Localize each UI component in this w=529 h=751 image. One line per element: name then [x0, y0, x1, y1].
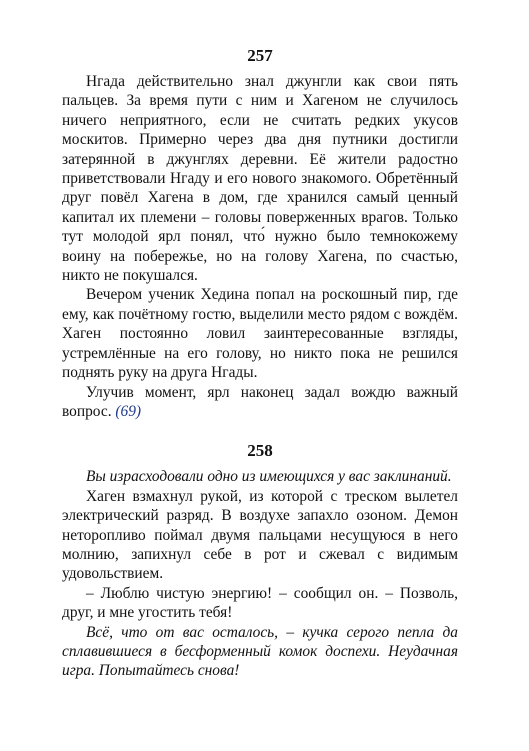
- section-number-258: 258: [247, 441, 273, 461]
- paragraph-257-3: [62, 383, 458, 422]
- section-link-69[interactable]: (69): [115, 402, 142, 420]
- paragraph-257-1: Нгада действительно знал джунгли как свои пять пальцев. За время пути с ним и Хагеном не случилось ничего неприятного, если не считать редких укусов москитов. Примерно через два дня путники достигли затерянной в джунглях деревни. Её жители радостно приветствовали Нгаду и его нового знакомого. Обретённый друг повёл Хагена в дом, где хранился самый ценный капитал их племени – головы поверженных врагов. Только тут молодой ярл понял, что́ нужно было темнокожему воину на побережье, но на голову Хагена, по счастью, никто не покушался.: [62, 73, 458, 285]
- section-number-257: 257: [247, 46, 273, 65]
- paragraph-258-2: – Люблю чистую энергию! – сообщил он. – Позволь, друг, и мне угостить тебя!: [62, 584, 458, 622]
- paragraph-258-intro: Вы израсходовали одно из имеющихся у вас заклинаний.: [86, 468, 452, 486]
- paragraph-257-2: Вечером ученик Хедина попал на роскошный пир, где ему, как почётному гостю, выделили место рядом с вождём. Хаген постоянно ловил заинтересованные взгляды, устремлённые на его голову, но никто пока не решился поднять руку на друга Нгады.: [62, 286, 458, 382]
- paragraph-257-3-text: Улучив момент, ярл наконец задал вождю важный вопрос.: [62, 383, 458, 420]
- paragraph-258-outro: Всё, что от вас осталось, – кучка серого пепла да сплавившиеся в бесформенный комок доспехи. Неудачная игра. Попытайтесь снова!: [62, 623, 458, 680]
- book-page: [62, 46, 458, 681]
- paragraph-258-1: Хаген взмахнул рукой, из которой с треском вылетел электрический разряд. В воздухе запахло озоном. Демон неторопливо поймал двумя пальцами несущуюся в него молнию, запихнул себе в рот и сжевал с видимым удовольствием.: [62, 487, 458, 583]
